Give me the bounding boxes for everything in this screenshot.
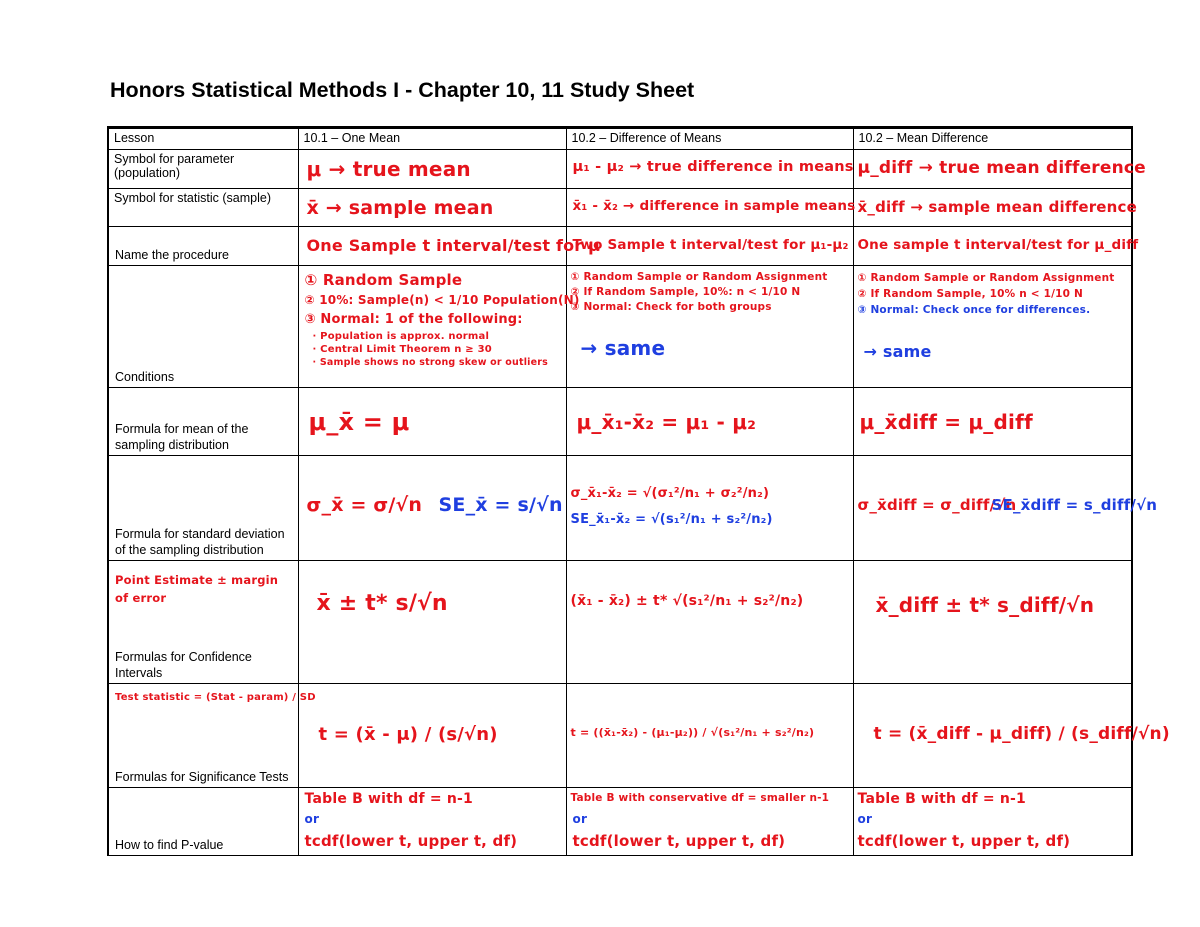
sig-formula-one-mean-text: t = (x̄ - μ) / (s/√n) [318,724,498,745]
parameter-one-mean [298,150,566,189]
statistic-one-mean-text: x̄ → sample mean [306,197,494,219]
condition-2-ten-percent: ② If Random Sample, 10%: n < 1/10 N [570,286,801,298]
header-lesson: Lesson [108,128,298,150]
page-title: Honors Statistical Methods I - Chapter 10, 11 Study Sheet [110,78,695,102]
parameter-one-mean-text: μ → true mean [306,157,471,181]
study-sheet-table [107,126,1170,856]
condition-2-normal: ③ Normal: Check for both groups [570,301,772,313]
condition-3-ten-percent: ② If Random Sample, 10% n < 1/10 N [857,288,1083,300]
header-one-mean: 10.1 – One Mean [298,128,566,150]
sd-formula-diff-means [566,456,853,561]
mean-formula-mean-diff [853,388,1132,456]
procedure-label-cell [108,227,298,266]
statistic-mean-diff-text: x̄_diff → sample mean difference [857,198,1138,216]
conditions-row [108,266,1132,388]
pvalue-one-mean [298,788,566,856]
sig-formula-row [108,684,1132,788]
statistic-label: Symbol for statistic (sample) [108,189,298,227]
statistic-row [108,189,1132,227]
mean-formula-one-mean-text: μ_x̄ = μ [308,408,410,436]
pvalue-diff-means-tcdf: tcdf(lower t, upper t, df) [572,832,786,850]
statistic-diff-means-text: x̄₁ - x̄₂ → difference in sample means [572,198,856,214]
ci-formula-note: Point Estimate ± margin of error [115,573,279,605]
sd-formula-mean-diff-blue: SE_x̄diff = s_diff/√n [991,496,1158,514]
statistic-diff-means [566,189,856,227]
parameter-row [108,150,1132,189]
statistic-one-mean [298,189,566,227]
parameter-mean-diff [853,150,1146,189]
pvalue-one-mean-table: Table B with df = n-1 [304,791,474,807]
sd-formula-mean-diff [853,456,1158,561]
mean-formula-diff-means [566,388,853,456]
conditions-mean-diff [853,266,1132,388]
pvalue-label: How to find P-value [115,838,224,852]
condition-3-random: ① Random Sample or Random Assignment [857,272,1115,284]
sd-formula-one-mean [298,456,566,561]
ci-formula-one-mean-text: x̄ ± t* s/√n [316,591,448,616]
ci-formula-diff-means-text: (x̄₁ - x̄₂) ± t* √(s₁²/n₁ + s₂²/n₂) [570,593,804,609]
sig-formula-diff-means-text: t = ((x̄₁-x̄₂) - (μ₁-μ₂)) / √(s₁²/n₁ + s₂²/n₂) [570,726,815,739]
condition-normal-population: · Population is approx. normal [312,331,490,342]
conditions-label: Conditions [115,370,175,384]
pvalue-one-mean-or: or [304,812,320,826]
sig-formula-note: Test statistic = (Stat - param) / SD [115,692,316,703]
ci-formula-label: Formulas for Confidence Intervals [115,650,252,680]
procedure-mean-diff-text: One sample t interval/test for μ_diff [857,237,1139,253]
sig-formula-diff-means [566,684,853,788]
conditions-diff-means [566,266,853,388]
sd-formula-label-cell [108,456,298,561]
mean-formula-row [108,388,1132,456]
pvalue-mean-diff-or: or [857,812,873,826]
conditions-same-note: → same [580,336,666,360]
pvalue-mean-diff-table: Table B with df = n-1 [857,791,1027,807]
procedure-one-mean [298,227,601,266]
pvalue-row [108,788,1132,856]
procedure-one-mean-text: One Sample t interval/test for μ [306,236,601,255]
mean-formula-diff-means-text: μ_x̄₁-x̄₂ = μ₁ - μ₂ [576,410,757,434]
conditions-label-cell [108,266,298,388]
sd-formula-diff-means-blue: SE_x̄₁-x̄₂ = √(s₁²/n₁ + s₂²/n₂) [570,512,773,527]
procedure-diff-means [566,227,853,266]
ci-formula-diff-means [566,561,853,684]
condition-ten-percent: ② 10%: Sample(n) < 1/10 Population(N) [304,293,580,307]
ci-formula-mean-diff [853,561,1132,684]
pvalue-diff-means-table: Table B with conservative df = smaller n-1 [570,792,830,804]
header-difference-of-means: 10.2 – Difference of Means [566,128,853,150]
mean-formula-one-mean [298,388,566,456]
header-mean-difference: 10.2 – Mean Difference [853,128,1132,150]
condition-3-normal: ③ Normal: Check once for differences. [857,304,1091,316]
procedure-row [108,227,1132,266]
pvalue-label-cell [108,788,298,856]
parameter-diff-means-text: μ₁ - μ₂ → true difference in means [572,159,854,175]
parameter-mean-diff-text: μ_diff → true mean difference [857,158,1146,178]
sig-formula-mean-diff [853,684,1170,788]
pvalue-diff-means [566,788,853,856]
procedure-diff-means-text: Two Sample t interval/test for μ₁-μ₂ [572,237,849,253]
pvalue-mean-diff [853,788,1132,856]
condition-normal-skew: · Sample shows no strong skew or outliers [312,357,549,368]
header-row [108,128,1132,150]
pvalue-mean-diff-tcdf: tcdf(lower t, upper t, df) [857,832,1071,850]
conditions-diff-means-list [571,270,828,315]
procedure-label: Name the procedure [115,248,229,262]
sig-formula-mean-diff-text: t = (x̄_diff - μ_diff) / (s_diff/√n) [873,724,1170,744]
conditions-one-mean [298,266,580,388]
sd-formula-diff-means-red: σ_x̄₁-x̄₂ = √(σ₁²/n₁ + σ₂²/n₂) [570,486,770,501]
statistic-mean-diff [853,189,1138,227]
condition-random: ① Random Sample [304,271,463,289]
sd-formula-mean-diff-red: σ_x̄diff = σ_diff/√n [857,496,1017,514]
ci-formula-mean-diff-text: x̄_diff ± t* s_diff/√n [875,593,1095,617]
parameter-diff-means [566,150,853,189]
sig-formula-one-mean [298,684,566,788]
condition-normal: ③ Normal: 1 of the following: [304,312,523,327]
parameter-label: Symbol for parameter (population) [108,150,298,189]
ci-formula-one-mean [298,561,566,684]
sd-formula-label: Formula for standard deviation of the sampling distribution [115,527,285,557]
sig-formula-label-cell [108,684,316,788]
ci-formula-row [108,561,1132,684]
pvalue-one-mean-tcdf: tcdf(lower t, upper t, df) [304,832,518,850]
mean-formula-mean-diff-text: μ_x̄diff = μ_diff [859,410,1033,434]
pvalue-diff-means-or: or [572,812,588,826]
sd-formula-row [108,456,1132,561]
condition-normal-clt: · Central Limit Theorem n ≥ 30 [312,344,492,355]
conditions-same-note-2: → same [863,342,932,361]
sig-formula-label: Formulas for Significance Tests [115,770,289,784]
ci-formula-label-cell [108,561,298,684]
conditions-mean-diff-list [858,270,1115,318]
sd-formula-one-mean-blue: SE_x̄ = s/√n [438,494,563,516]
mean-formula-label: Formula for mean of the sampling distribution [115,422,249,452]
mean-formula-label-cell [108,388,298,456]
conditions-one-mean-list [305,270,580,369]
condition-2-random: ① Random Sample or Random Assignment [570,271,828,283]
procedure-mean-diff [853,227,1139,266]
sd-formula-one-mean-red: σ_x̄ = σ/√n [306,494,423,516]
